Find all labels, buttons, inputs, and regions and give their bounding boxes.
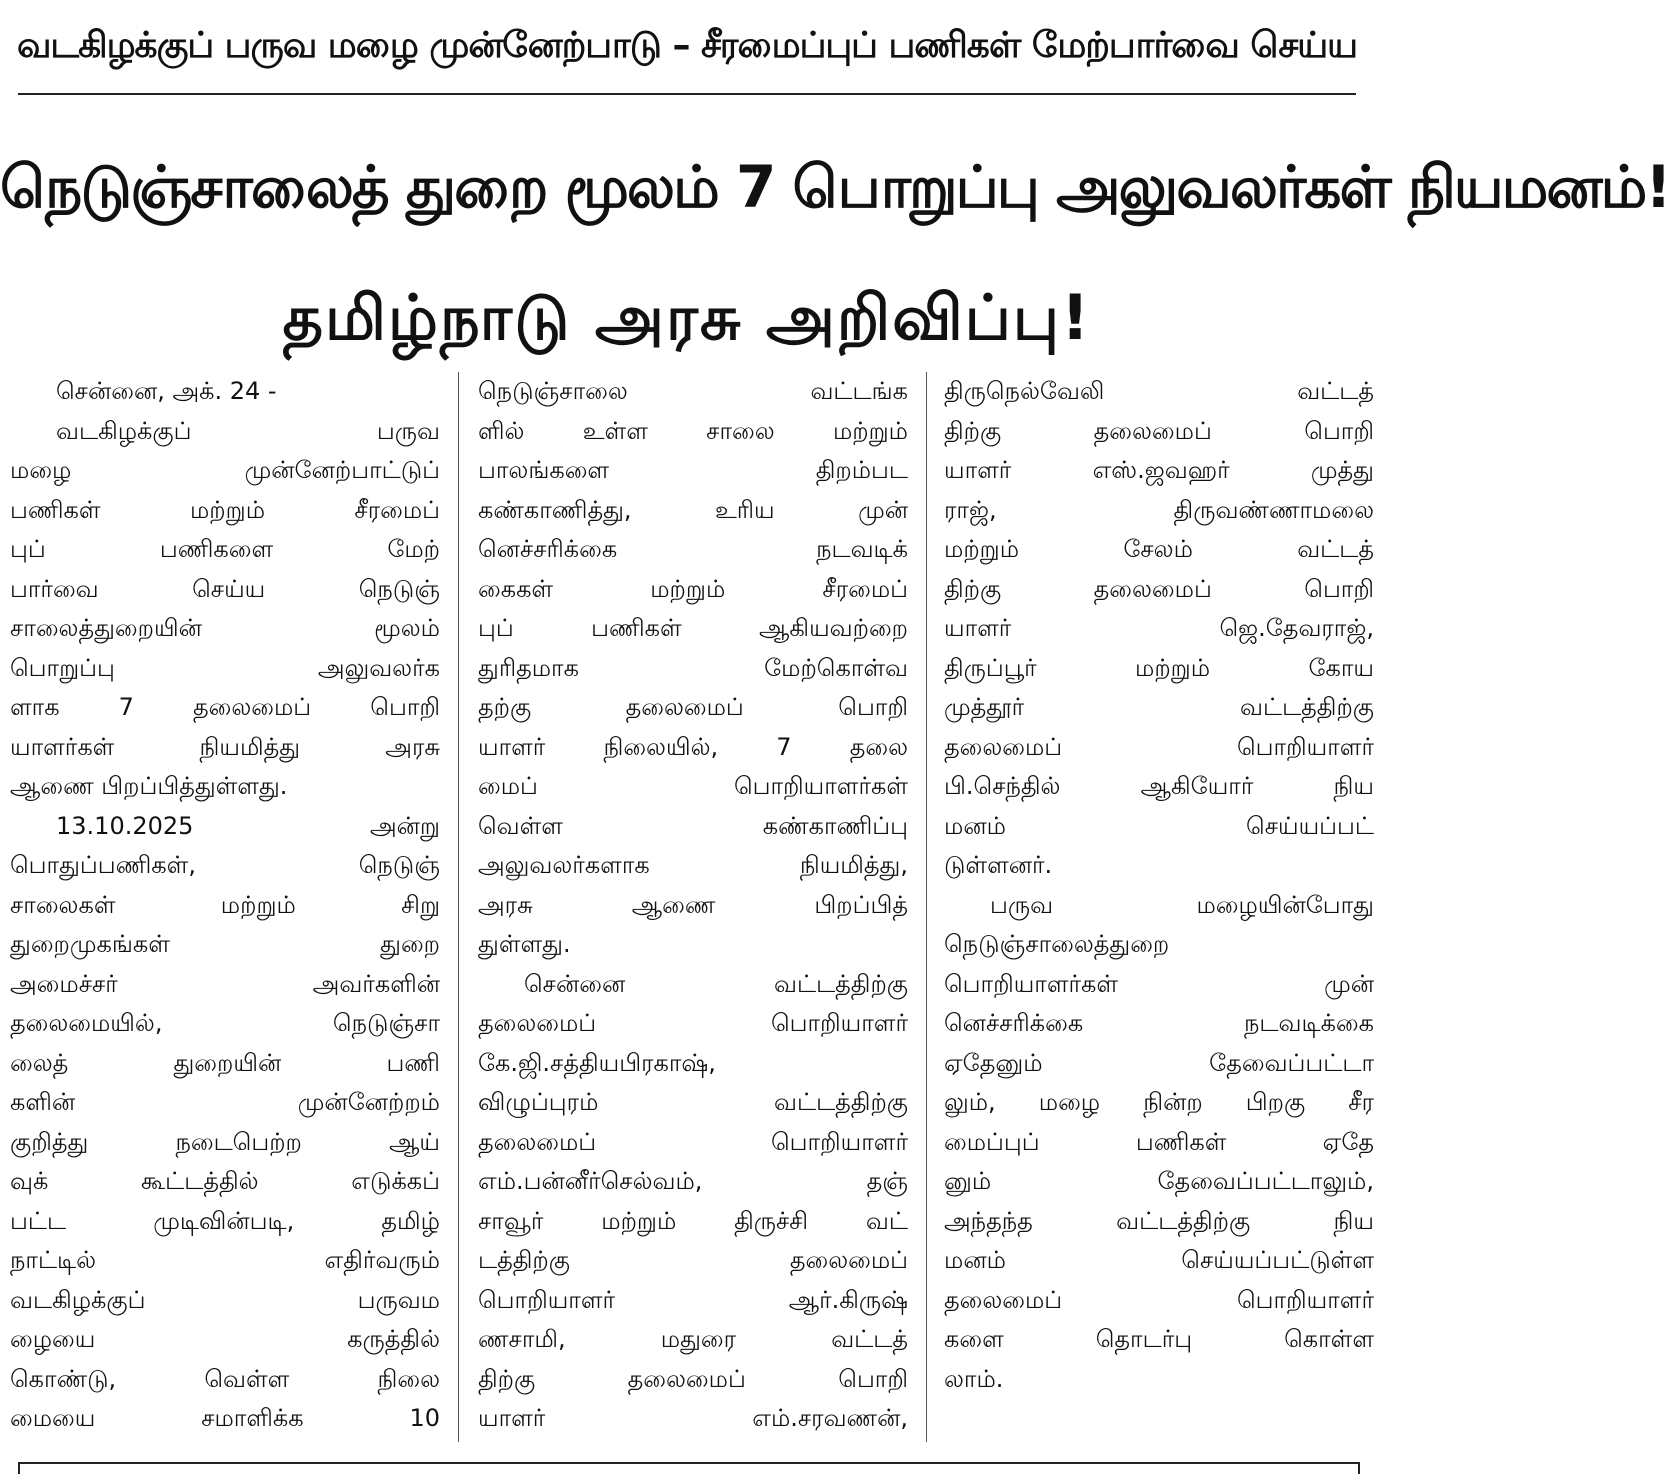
body-line: கைகள் மற்றும் சீரமைப்	[478, 574, 908, 603]
body-line: மனம் செய்யப்பட்டுள்ள	[944, 1246, 1374, 1274]
body-line: ழையை கருத்தில்	[10, 1325, 440, 1353]
body-line: யாளர்கள் நியமித்து அரசு	[10, 732, 440, 761]
sub-headline: தமிழ்நாடு அரசு அறிவிப்பு!	[282, 281, 1092, 354]
body-line: பார்வை செய்ய நெடுஞ்	[10, 574, 440, 603]
body-line: துரிதமாக மேற்கொள்வ	[478, 653, 908, 682]
body-line: திருப்பூர் மற்றும் கோய	[944, 653, 1374, 682]
body-line: ஆணை பிறப்பித்துள்ளது.	[10, 772, 288, 800]
body-line: பட்ட முடிவின்படி, தமிழ்	[10, 1206, 440, 1235]
body-line: மைப் பொறியாளர்கள்	[478, 772, 908, 800]
body-line: லாம்.	[944, 1364, 1004, 1393]
body-line: வடகிழக்குப் பருவம	[10, 1285, 440, 1314]
body-line: வடகிழக்குப் பருவ	[56, 416, 440, 445]
bottom-border	[18, 1462, 1360, 1474]
body-line: கே.ஜி.சத்தியபிரகாஷ்,	[478, 1048, 716, 1077]
article-column-2	[478, 372, 908, 1439]
body-line: பொறியாளர்கள் முன்	[944, 969, 1374, 998]
body-line: தலைமைப் பொறியாளர்	[478, 1127, 908, 1156]
body-line: லும், மழை நின்ற பிறகு சீர	[944, 1088, 1374, 1116]
column-divider	[458, 372, 459, 1442]
body-line: பொறுப்பு அலுவலர்க	[10, 653, 440, 682]
body-line: அமைச்சர் அவர்களின்	[10, 969, 440, 998]
column-divider	[926, 372, 927, 1442]
main-headline: நெடுஞ்சாலைத் துறை மூலம் 7 பொறுப்பு அலுவலர்கள் நியமனம்!	[0, 153, 1670, 221]
body-line: துள்ளது.	[478, 930, 571, 958]
divider	[18, 93, 1356, 95]
body-line: வுக் கூட்டத்தில் எடுக்கப்	[10, 1167, 440, 1195]
body-line: புப் பணிகள் ஆகியவற்றை	[478, 614, 908, 642]
body-line: யாளர் எம்.சரவணன்,	[478, 1404, 908, 1432]
body-line: வெள்ள கண்காணிப்பு	[478, 811, 908, 840]
body-line: னும் தேவைப்பட்டாலும்,	[944, 1167, 1374, 1195]
body-line: னெச்சரிக்கை நடவடிக்	[478, 535, 908, 563]
body-line: முத்தூர் வட்டத்திற்கு	[944, 693, 1374, 721]
body-line: பொதுப்பணிகள், நெடுஞ்	[10, 851, 440, 879]
body-line: பணிகள் மற்றும் சீரமைப்	[10, 495, 440, 524]
body-line: குறித்து நடைபெற்ற ஆய்	[10, 1127, 440, 1156]
body-line: மழை முன்னேற்பாட்டுப்	[10, 456, 440, 484]
body-line: சென்னை வட்டத்திற்கு	[524, 969, 908, 998]
body-line: தலைமையில், நெடுஞ்சா	[10, 1009, 440, 1037]
article-column-3	[944, 372, 1374, 1399]
kicker-headline: வடகிழக்குப் பருவ மழை முன்னேற்பாடு – சீரமைப்புப் பணிகள் மேற்பார்வை செய்ய	[16, 25, 1358, 66]
body-line: திற்கு தலைமைப் பொறி	[944, 416, 1374, 445]
body-line: எம்.பன்னீர்செல்வம், தஞ்	[478, 1167, 908, 1195]
body-line: நாட்டில் எதிர்வரும்	[10, 1246, 440, 1274]
body-line: தலைமைப் பொறியாளர்	[478, 1009, 908, 1037]
body-line: அந்தந்த வட்டத்திற்கு நிய	[944, 1206, 1374, 1235]
body-line: களின் முன்னேற்றம்	[10, 1088, 440, 1116]
body-line: கண்காணித்து, உரிய முன்	[478, 495, 908, 524]
body-line: சென்னை, அக். 24 -	[56, 377, 277, 405]
body-line: பருவ மழையின்போது	[990, 890, 1374, 919]
body-line: அலுவலர்களாக நியமித்து,	[478, 851, 908, 879]
body-line: விழுப்புரம் வட்டத்திற்கு	[478, 1088, 908, 1116]
body-line: தற்கு தலைமைப் பொறி	[478, 693, 908, 721]
body-line: சாலைகள் மற்றும் சிறு	[10, 890, 440, 919]
body-line: களை தொடர்பு கொள்ள	[944, 1325, 1374, 1353]
body-line: ளில் உள்ள சாலை மற்றும்	[478, 416, 908, 445]
body-line: யாளர் ஜெ.தேவராஜ்,	[944, 614, 1374, 642]
body-line: ராஜ், திருவண்ணாமலை	[944, 495, 1374, 524]
body-line: லைத் துறையின் பணி	[10, 1048, 440, 1077]
body-line: மைப்புப் பணிகள் ஏதே	[944, 1127, 1374, 1156]
body-line: நெடுஞ்சாலைத்துறை	[944, 930, 1170, 958]
body-line: னெச்சரிக்கை நடவடிக்கை	[944, 1009, 1374, 1037]
body-line: அரசு ஆணை பிறப்பித்	[478, 890, 908, 919]
body-line: யாளர் எஸ்.ஜவஹர் முத்து	[944, 456, 1374, 484]
body-line: ஏதேனும் தேவைப்பட்டா	[944, 1048, 1374, 1077]
body-line: மனம் செய்யப்பட்	[944, 811, 1374, 840]
body-line: 13.10.2025 அன்று	[56, 811, 440, 840]
body-line: துறைமுகங்கள் துறை	[10, 930, 440, 958]
body-line: பொறியாளர் ஆர்.கிருஷ்	[478, 1285, 908, 1314]
body-line: சாலைத்துறையின் மூலம்	[10, 614, 440, 642]
body-line: சாவூர் மற்றும் திருச்சி வட்	[478, 1206, 908, 1235]
body-line: ளாக 7 தலைமைப் பொறி	[10, 693, 440, 721]
body-line: நெடுஞ்சாலை வட்டங்க	[478, 377, 908, 405]
article-column-1	[10, 372, 440, 1439]
body-line: மற்றும் சேலம் வட்டத்	[944, 535, 1374, 563]
body-line: மையை சமாளிக்க 10	[10, 1404, 440, 1432]
body-line: டத்திற்கு தலைமைப்	[478, 1246, 908, 1274]
body-line: திற்கு தலைமைப் பொறி	[944, 574, 1374, 603]
body-line: டுள்ளனர்.	[944, 851, 1053, 879]
body-line: புப் பணிகளை மேற்	[10, 535, 440, 563]
body-line: பி.செந்தில் ஆகியோர் நிய	[944, 772, 1374, 800]
body-line: திருநெல்வேலி வட்டத்	[944, 377, 1374, 405]
body-line: பாலங்களை திறம்பட	[478, 456, 908, 484]
body-line: திற்கு தலைமைப் பொறி	[478, 1364, 908, 1393]
body-line: தலைமைப் பொறியாளர்	[944, 732, 1374, 761]
body-line: யாளர் நிலையில், 7 தலை	[478, 732, 908, 761]
body-line: தலைமைப் பொறியாளர்	[944, 1285, 1374, 1314]
body-line: ணசாமி, மதுரை வட்டத்	[478, 1325, 908, 1353]
body-line: கொண்டு, வெள்ள நிலை	[10, 1364, 440, 1393]
